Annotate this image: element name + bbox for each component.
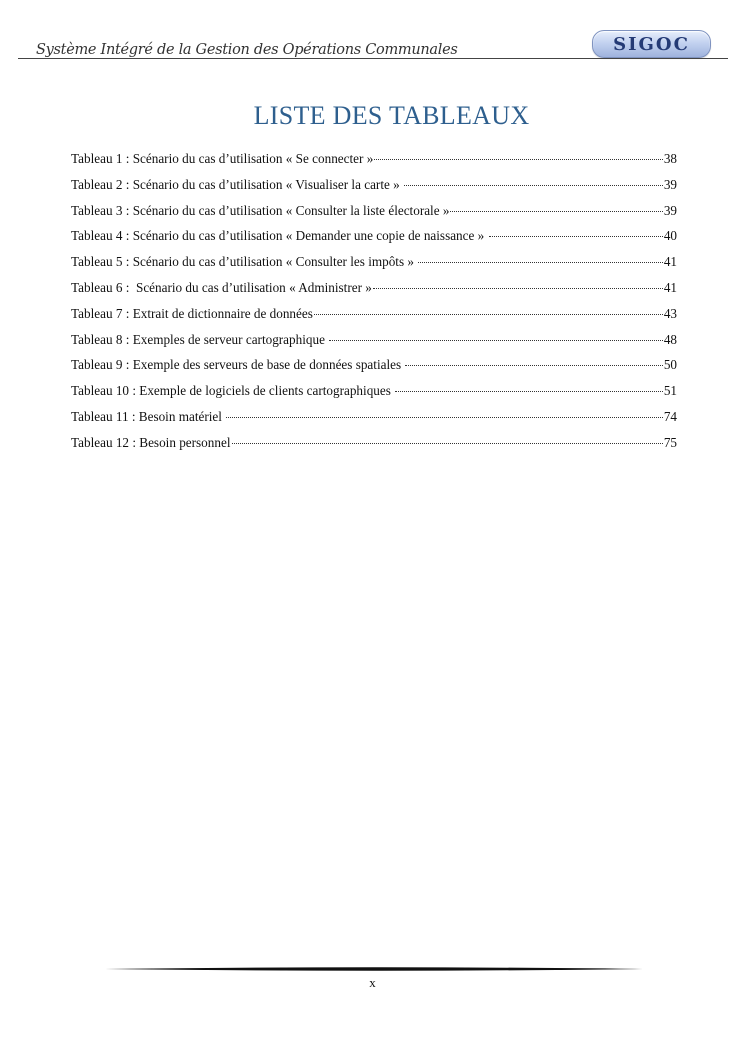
toc-entry[interactable] (71, 150, 677, 176)
toc-entry[interactable] (71, 305, 677, 331)
dot-leader (329, 339, 663, 341)
toc-entry[interactable] (71, 253, 677, 279)
toc-entry-page: 41 (663, 279, 677, 295)
toc-entry[interactable] (71, 227, 677, 253)
toc-entry-label: Tableau 1 : Scénario du cas d’utilisation « Se connecter » (71, 151, 374, 166)
dot-leader (450, 210, 662, 212)
toc-entry-page: 48 (663, 331, 677, 347)
toc-entry-page: 51 (663, 383, 677, 399)
toc-entry-label: Tableau 11 : Besoin matériel (71, 408, 226, 424)
toc-entry-page: 43 (663, 305, 677, 321)
logo-text: SIGOC (613, 33, 690, 55)
table-list (71, 150, 677, 460)
toc-entry-label: Tableau 6 : Scénario du cas d’utilisation « Administrer » (71, 279, 372, 295)
dot-leader (226, 416, 663, 418)
toc-entry-label: Tableau 4 : Scénario du cas d’utilisation « Demander une copie de naissance » (71, 228, 488, 244)
toc-entry[interactable] (71, 279, 677, 305)
toc-entry-page: 75 (663, 434, 677, 450)
toc-entry-page: 74 (663, 408, 677, 424)
toc-entry-label: Tableau 8 : Exemples de serveur cartographique (71, 331, 329, 347)
toc-entry-page: 39 (663, 176, 677, 192)
toc-entry-label: Tableau 12 : Besoin personnel (71, 434, 231, 450)
toc-entry-page: 39 (663, 202, 677, 218)
dot-leader (418, 261, 663, 263)
toc-entry-label: Tableau 9 : Exemple des serveurs de base de données spatiales (71, 357, 405, 373)
dot-leader (314, 313, 663, 315)
dot-leader (232, 442, 663, 444)
toc-entry-label: Tableau 2 : Scénario du cas d’utilisation « Visualiser la carte » (71, 176, 404, 192)
toc-entry-label: Tableau 10 : Exemple de logiciels de clients cartographiques (71, 383, 395, 399)
toc-entry-page: 38 (663, 151, 677, 166)
toc-entry-label: Tableau 5 : Scénario du cas d’utilisation « Consulter les impôts » (71, 254, 418, 270)
dot-leader (489, 235, 663, 237)
page-number: x (369, 975, 376, 990)
footer-divider (105, 967, 643, 971)
dot-leader (405, 364, 662, 366)
toc-entry-page: 41 (663, 254, 677, 270)
toc-entry[interactable] (71, 176, 677, 202)
dot-leader (373, 287, 663, 289)
sigoc-logo (592, 30, 711, 58)
header-title: Système Intégré de la Gestion des Opérations Communales (36, 42, 458, 58)
page-heading: LISTE DES TABLEAUX (253, 101, 530, 130)
dot-leader (374, 158, 663, 160)
toc-entry[interactable] (71, 331, 677, 357)
toc-entry-page: 50 (663, 357, 677, 373)
toc-entry[interactable] (71, 408, 677, 434)
toc-entry-label: Tableau 3 : Scénario du cas d’utilisation « Consulter la liste électorale » (71, 202, 450, 218)
toc-entry[interactable] (71, 202, 677, 228)
toc-entry[interactable] (71, 434, 677, 460)
toc-entry[interactable] (71, 356, 677, 382)
toc-entry[interactable] (71, 382, 677, 408)
toc-entry-page: 40 (663, 228, 677, 244)
toc-entry-label: Tableau 7 : Extrait de dictionnaire de données (71, 305, 313, 321)
dot-leader (404, 184, 663, 186)
header-divider (18, 58, 728, 59)
dot-leader (395, 390, 663, 392)
